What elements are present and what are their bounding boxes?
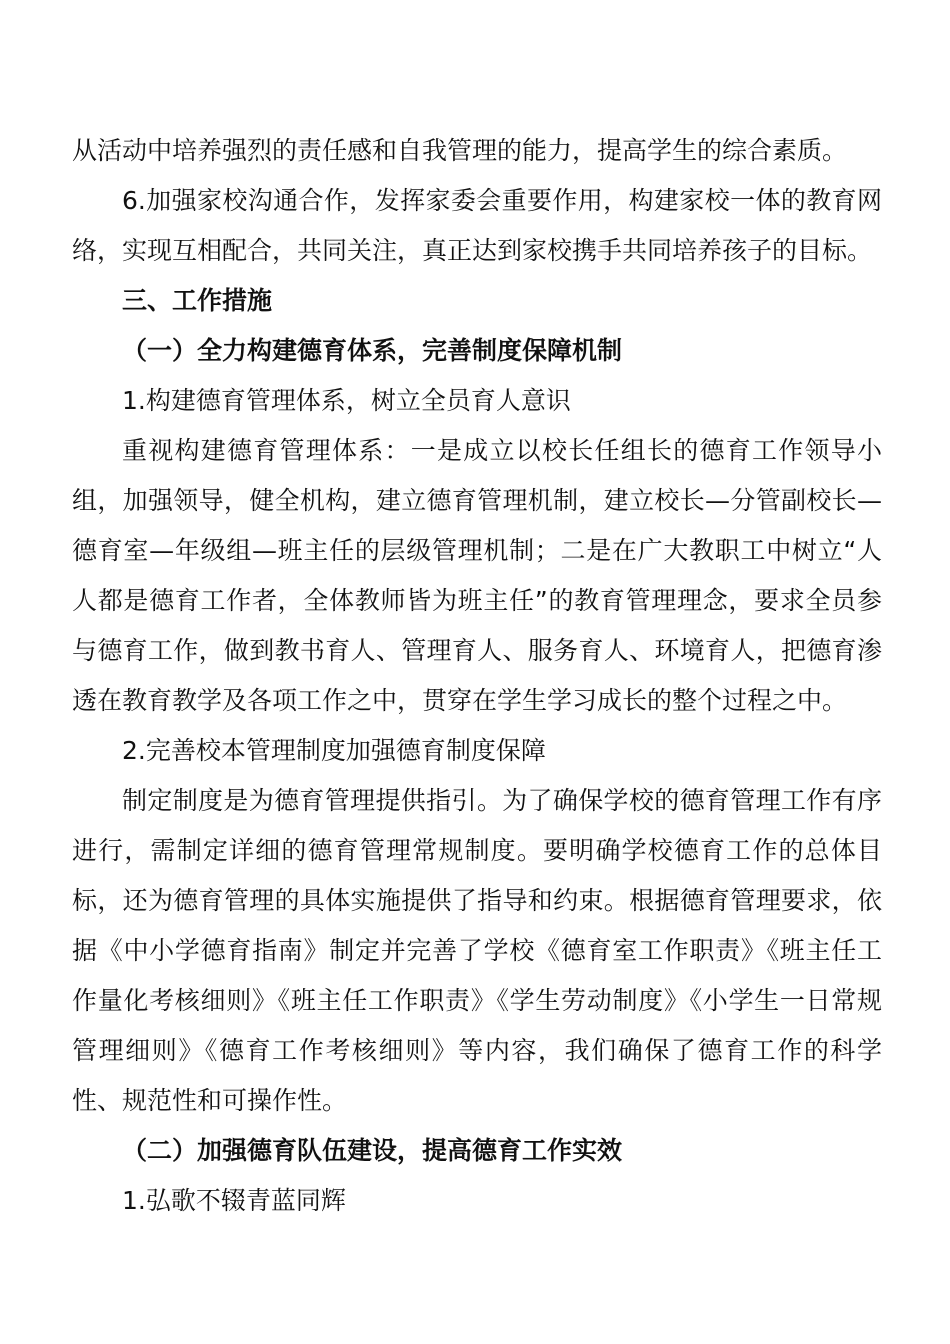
subheading-1: （一）全力构建德育体系，完善制度保障机制 bbox=[122, 336, 623, 365]
paragraph-regulations: 制定制度是为德育管理提供指引。为了确保学校的德育管理工作有序进行，需制定详细的德育管理常规制度。要明确学校德育工作的总体目标，还为德育管理的具体实施提供了指导和约束。根据德育管理要求，依据《中小学德育指南》制定并完善了学校《德育室工作职责》《班主任工作量化考核细则》《班主任工作职责》《学生劳动制度》《小学生一日常规管理细则》《德育工作考核细则》等内容，我们确保了德育工作的科学性、规范性和可操作性。 bbox=[72, 786, 882, 1115]
paragraph-item-6: 6.加强家校沟通合作，发挥家委会重要作用，构建家校一体的教育网络，实现互相配合，共同关注，真正达到家校携手共同培养孩子的目标。 bbox=[72, 186, 882, 265]
paragraph-management-system: 重视构建德育管理体系：一是成立以校长任组长的德育工作领导小组，加强领导，健全机构，建立德育管理机制，建立校长—分管副校长—德育室—年级组—班主任的层级管理机制；二是在广大教职工中树立“人人都是德育工作者，全体教师皆为班主任”的教育管理理念，要求全员参与德育工作，做到教书育人、管理育人、服务育人、环境育人，把德育渗透在教育教学及各项工作之中，贯穿在学生学习成长的整个过程之中。 bbox=[72, 436, 882, 715]
item-title-3: 1.弘歌不辍青蓝同辉 bbox=[122, 1186, 346, 1215]
subheading-2: （二）加强德育队伍建设，提高德育工作实效 bbox=[122, 1136, 623, 1165]
paragraph-continuation: 从活动中培养强烈的责任感和自我管理的能力，提高学生的综合素质。 bbox=[72, 136, 848, 165]
item-title-1: 1.构建德育管理体系，树立全员育人意识 bbox=[122, 386, 571, 415]
document-body bbox=[72, 126, 882, 1226]
section-heading-work-measures: 三、工作措施 bbox=[122, 286, 273, 315]
item-title-2: 2.完善校本管理制度加强德育制度保障 bbox=[122, 736, 546, 765]
